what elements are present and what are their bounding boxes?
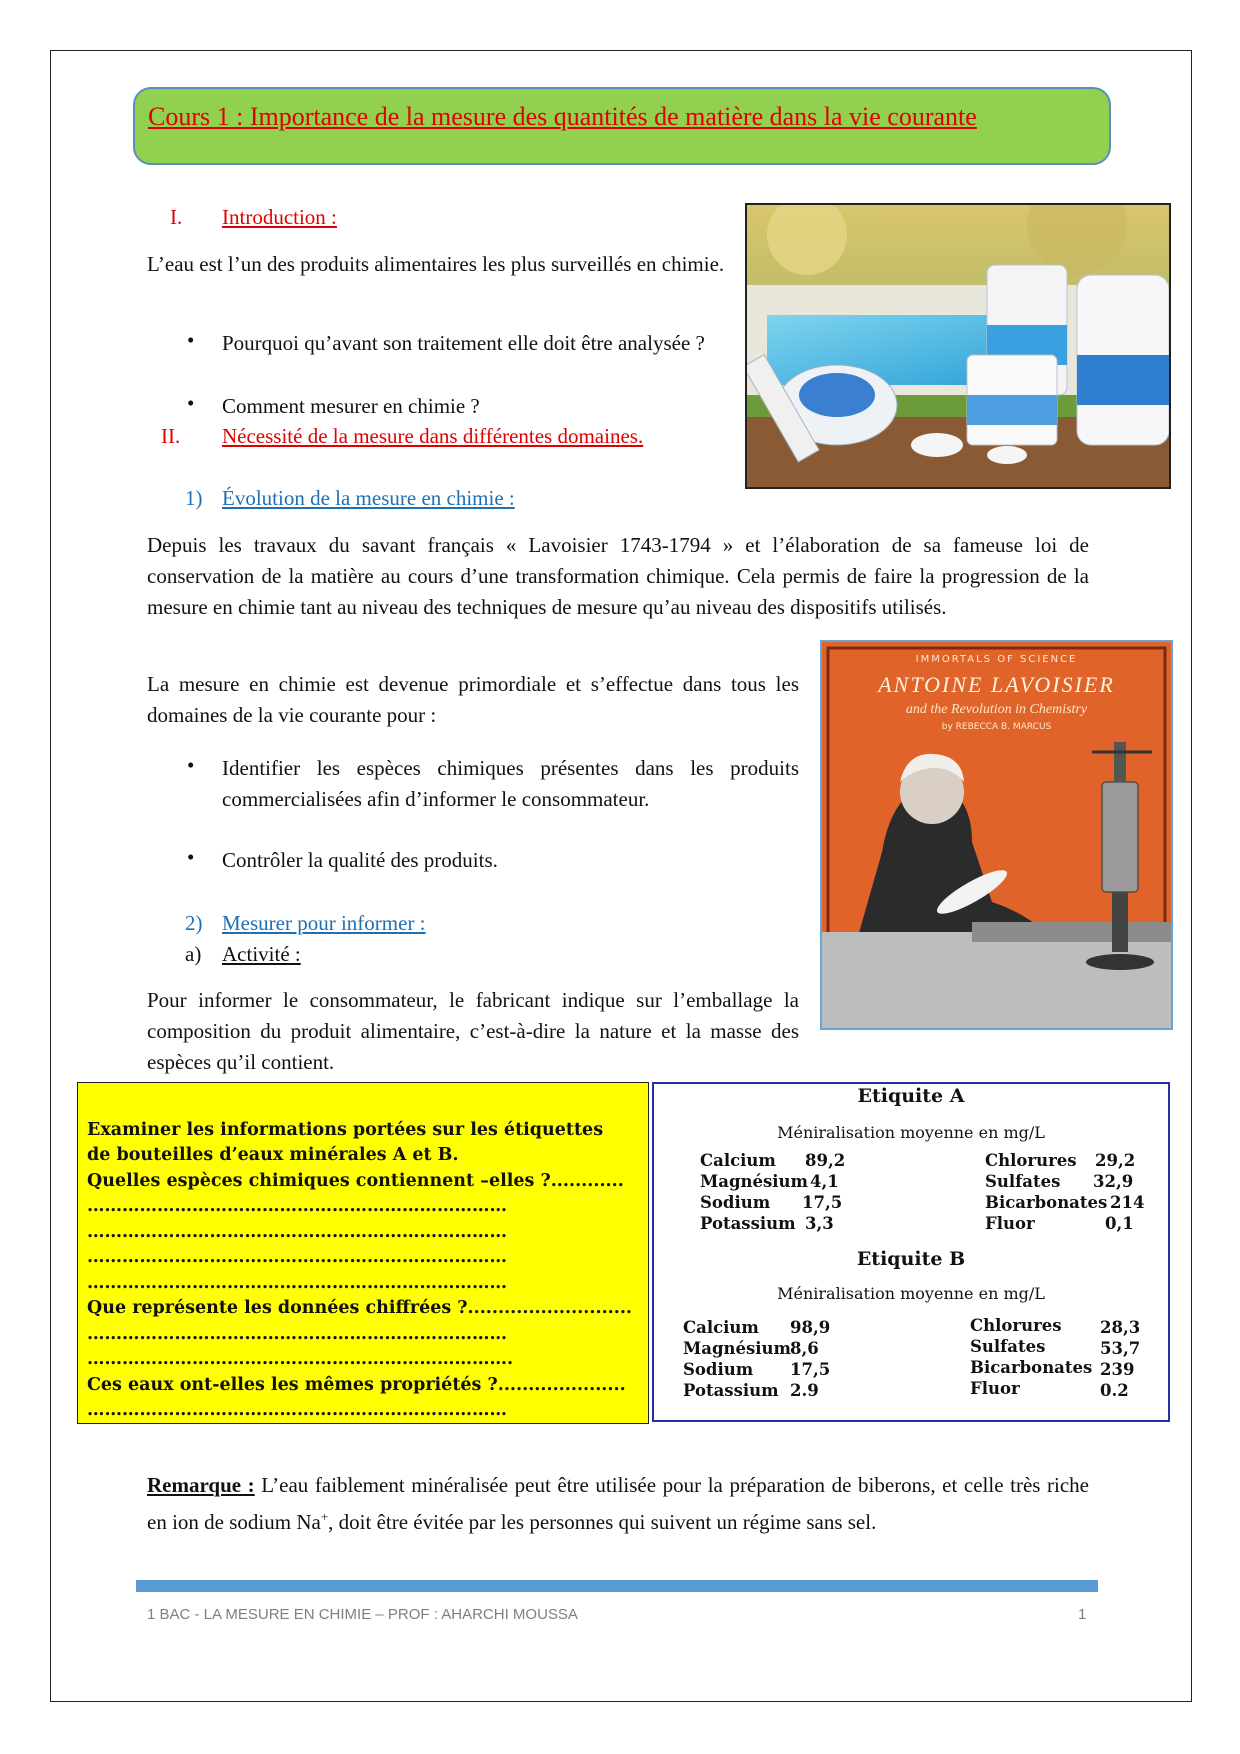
labelB-right-name: Fluor <box>970 1379 1020 1398</box>
labelA-right-name: Bicarbonates <box>985 1193 1108 1212</box>
labelA-right-value: 32,9 <box>1093 1172 1134 1191</box>
section2-number: II. <box>161 424 181 448</box>
sub1-number: 1) <box>185 486 203 510</box>
bullet-icon: • <box>187 845 195 869</box>
paragraph-informer: Pour informer le consommateur, le fabricant indique sur l’emballage la composition du produit alimentaire, c’est-à-dire la nature et la masse des espèces qu’il contient. <box>147 988 799 1074</box>
labelA-right-name: Fluor <box>985 1214 1035 1233</box>
activity-line: ……………………………………………………………… <box>87 1324 507 1344</box>
labelB-right-name: Sulfates <box>970 1337 1046 1356</box>
activity-line: ……………………………………………………………… <box>87 1222 507 1242</box>
labelA-left-value: 89,2 <box>805 1151 846 1170</box>
paragraph-lavoisier: Depuis les travaux du savant français « Lavoisier 1743-1794 » et l’élaboration de sa fameuse loi de conservation de la matière au cours d’une transformation chimique. Cela permis de faire la progression de la mesure en chimie tant au niveau des techniques de mesure qu’au niveau des dispositifs utilisés. <box>147 533 1089 619</box>
activity-line: de bouteilles d’eaux minérales A et B. <box>87 1145 459 1165</box>
labelB-right-value: 239 <box>1100 1360 1135 1379</box>
labelB-subtitle: Méniralisation moyenne en mg/L <box>777 1284 1045 1303</box>
labelB-left-name: Calcium <box>683 1318 759 1337</box>
labelA-left-name: Potassium <box>700 1214 796 1233</box>
suba-number: a) <box>185 942 202 966</box>
labelA-subtitle: Méniralisation moyenne en mg/L <box>777 1123 1045 1142</box>
labelA-title: Etiquite A <box>857 1085 965 1107</box>
activity-line: Examiner les informations portées sur les étiquettes <box>87 1120 604 1140</box>
activity-line: ……………………………………………………………… <box>87 1273 507 1293</box>
bullet-icon: • <box>187 753 195 777</box>
section1-title: Introduction : <box>222 205 337 229</box>
activity-line: ……………………………………………………………… <box>87 1400 507 1420</box>
labelB-left-name: Potassium <box>683 1381 779 1400</box>
activity-line: Ces eaux ont-elles les mêmes propriétés ?..................... <box>87 1375 626 1395</box>
intro-bullet-1: Pourquoi qu’avant son traitement elle doit être analysée ? <box>222 331 705 355</box>
remark-superscript: + <box>320 1509 329 1524</box>
remark-text-2: , doit être évitée par les personnes qui suivent un régime sans sel. <box>328 1510 877 1534</box>
sub2-title: Mesurer pour informer : <box>222 911 426 935</box>
labelA-left-value: 17,5 <box>802 1193 843 1212</box>
labelA-right-name: Sulfates <box>985 1172 1061 1191</box>
page-title: Cours 1 : Importance de la mesure des quantités de matière dans la vie courante <box>148 102 977 131</box>
labelB-right-value: 28,3 <box>1100 1318 1141 1337</box>
bullet-icon: • <box>187 328 195 352</box>
labelA-left-name: Sodium <box>700 1193 771 1212</box>
labelB-right-value: 0.2 <box>1100 1381 1129 1400</box>
remark-text-1: L’eau faiblement minéralisée peut être utilisée pour la préparation de biberons, et celle très riche en ion de sodium Na <box>147 1473 1089 1534</box>
remark-label: Remarque : <box>147 1473 255 1497</box>
bullet-controler: Contrôler la qualité des produits. <box>222 848 498 872</box>
activity-line: Quelles espèces chimiques contiennent –elles ?............ <box>87 1171 624 1191</box>
section1-number: I. <box>170 205 183 229</box>
activity-line: ………………………………………………………………. <box>87 1349 514 1369</box>
labelB-left-name: Magnésium <box>683 1339 791 1358</box>
labelB-title: Etiquite B <box>856 1248 966 1270</box>
labelB-left-value: 98,9 <box>790 1318 831 1337</box>
book-subtitle: and the Revolution in Chemistry <box>905 702 1088 717</box>
labelA-left-name: Magnésium <box>700 1172 808 1191</box>
labelA-left-value: 3,3 <box>805 1214 834 1233</box>
labelB-left-value: 17,5 <box>790 1360 831 1379</box>
labelB-left-value: 2.9 <box>790 1381 819 1400</box>
footer-text: 1 BAC - LA MESURE EN CHIMIE – PROF : AHARCHI MOUSSA <box>147 1606 578 1623</box>
activity-line: ……………………………………………………………… <box>87 1196 507 1216</box>
labelB-right-value: 53,7 <box>1100 1339 1141 1358</box>
footer-bar <box>136 1580 1098 1592</box>
paragraph-mesure: La mesure en chimie est devenue primordiale et s’effectue dans tous les domaines de la vie courante pour : <box>147 672 799 727</box>
labelA-right-value: 0,1 <box>1105 1214 1134 1233</box>
suba-title: Activité : <box>222 942 301 966</box>
pool-products-photo <box>745 203 1171 489</box>
sub1-title: Évolution de la mesure en chimie : <box>222 486 515 510</box>
book-title: ANTOINE LAVOISIER <box>878 672 1115 697</box>
sub2-number: 2) <box>185 911 203 935</box>
lavoisier-book-cover <box>820 640 1173 1030</box>
labelB-left-name: Sodium <box>683 1360 754 1379</box>
activity-line: Que représente les données chiffrées ?........................... <box>87 1298 633 1318</box>
book-author: by REBECCA B. MARCUS <box>941 722 1052 732</box>
labelB-right-name: Bicarbonates <box>970 1358 1093 1377</box>
activity-line: ……………………………………………………………… <box>87 1247 507 1267</box>
intro-bullet-2: Comment mesurer en chimie ? <box>222 394 480 418</box>
labelB-left-value: 8,6 <box>790 1339 819 1358</box>
page-number: 1 <box>1078 1606 1087 1623</box>
intro-text: L’eau est l’un des produits alimentaires les plus surveillés en chimie. <box>147 252 725 276</box>
labelA-left-name: Calcium <box>700 1151 776 1170</box>
labelA-right-value: 214 <box>1110 1193 1145 1212</box>
book-series: IMMORTALS OF SCIENCE <box>915 654 1078 665</box>
labelA-right-value: 29,2 <box>1095 1151 1136 1170</box>
labelA-left-value: 4,1 <box>810 1172 839 1191</box>
labelA-right-name: Chlorures <box>985 1151 1077 1170</box>
bullet-identifier: Identifier les espèces chimiques présentes dans les produits commercialisées afin d’informer le consommateur. <box>222 756 799 811</box>
bullet-icon: • <box>187 391 195 415</box>
remark-paragraph <box>147 1470 1089 1538</box>
labelB-right-name: Chlorures <box>970 1316 1062 1335</box>
section2-title: Nécessité de la mesure dans différentes domaines. <box>222 424 644 448</box>
